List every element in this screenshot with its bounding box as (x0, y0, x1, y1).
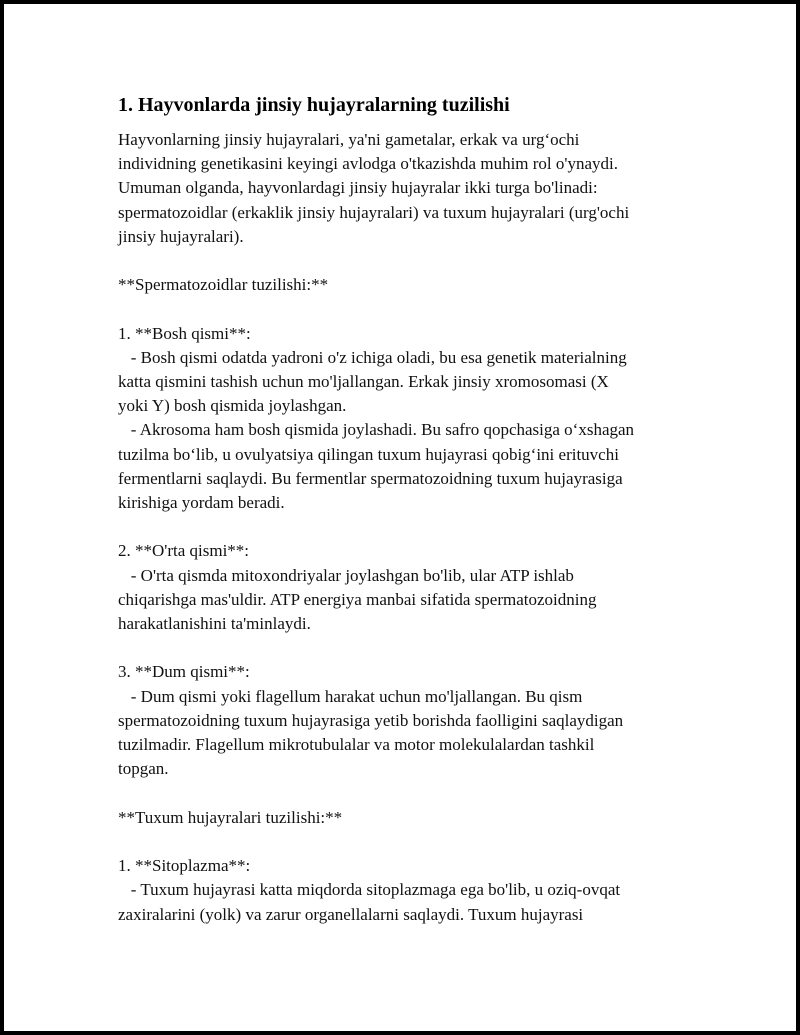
body-line (118, 830, 688, 854)
body-line: chiqarishga mas'uldir. ATP energiya manbai sifatida spermatozoidning (118, 589, 597, 609)
body-line: Umuman olganda, hayvonlardagi jinsiy hujayralar ikki turga bo'linadi: (118, 178, 598, 198)
body-line: - O'rta qismda mitoxondriyalar joylashgan bo'lib, ular ATP ishlab (118, 565, 574, 585)
body-line: - Dum qismi yoki flagellum harakat uchun mo'ljallangan. Bu qism (118, 686, 583, 706)
body-line: - Tuxum hujayrasi katta miqdorda sitoplazmaga ega bo'lib, u oziq-ovqat (118, 880, 621, 900)
body-line: 1. **Sitoplazma**: (118, 856, 251, 876)
body-line (118, 636, 688, 660)
body-line: kirishiga yordam beradi. (118, 493, 285, 513)
document-page (118, 92, 688, 927)
body-line: 3. **Dum qismi**: (118, 662, 250, 682)
document-body (118, 128, 688, 927)
body-line: tuzilmadir. Flagellum mikrotubulalar va motor molekulalardan tashkil (118, 735, 595, 755)
body-line (118, 297, 688, 321)
body-line: **Tuxum hujayralari tuzilishi:** (118, 807, 343, 827)
body-line (118, 249, 688, 273)
body-line: jinsiy hujayralari). (118, 226, 244, 246)
body-line: topgan. (118, 759, 169, 779)
body-line: individning genetikasini keyingi avlodga o'tkazishda muhim rol o'ynaydi. (118, 154, 618, 174)
body-line (118, 781, 688, 805)
body-line: - Bosh qismi odatda yadroni o'z ichiga oladi, bu esa genetik materialning (118, 347, 627, 367)
body-line: tuzilma bo‘lib, u ovulyatsiya qilingan tuxum hujayrasi qobig‘ini erituvchi (118, 444, 619, 464)
body-line (118, 515, 688, 539)
body-line: **Spermatozoidlar tuzilishi:** (118, 275, 329, 295)
body-line: spermatozoidlar (erkaklik jinsiy hujayralari) va tuxum hujayralari (urg'ochi (118, 202, 630, 222)
body-line: - Akrosoma ham bosh qismida joylashadi. Bu safro qopchasiga o‘xshagan (118, 420, 635, 440)
body-line: 2. **O'rta qismi**: (118, 541, 250, 561)
body-line: yoki Y) bosh qismida joylashgan. (118, 396, 347, 416)
body-line: katta qismini tashish uchun mo'ljallangan. Erkak jinsiy xromosomasi (X (118, 372, 609, 392)
body-line: fermentlarni saqlaydi. Bu fermentlar spermatozoidning tuxum hujayrasiga (118, 468, 623, 488)
body-line: harakatlanishini ta'minlaydi. (118, 614, 311, 634)
body-line: Hayvonlarning jinsiy hujayralari, ya'ni gametalar, erkak va urg‘ochi (118, 130, 580, 149)
body-line: zaxiralarini (yolk) va zarur organellalarni saqlaydi. Tuxum hujayrasi (118, 904, 584, 924)
body-line: 1. **Bosh qismi**: (118, 323, 251, 343)
document-heading: 1. Hayvonlarda jinsiy hujayralarning tuzilishi (118, 94, 510, 116)
body-line: spermatozoidning tuxum hujayrasiga yetib borishda faolligini saqlaydigan (118, 710, 624, 730)
